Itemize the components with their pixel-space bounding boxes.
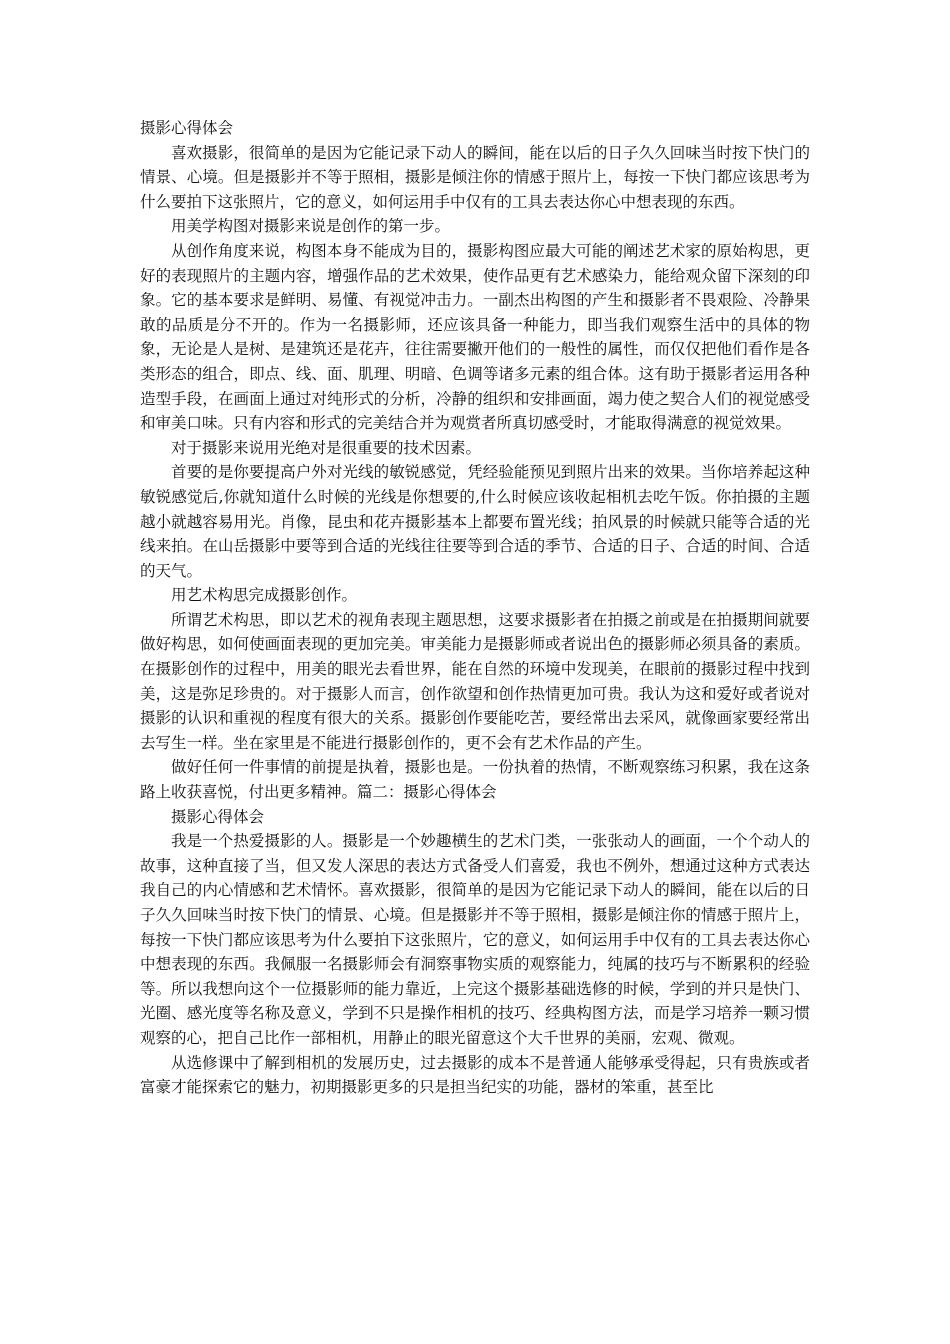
paragraph-camera-history: 从选修课中了解到相机的发展历史，过去摄影的成本不是普通人能够承受得起，只有贵族或者富豪才能探索它的魅力，初期摄影更多的只是担当纪实的功能，器材的笨重，甚至比 bbox=[140, 1053, 810, 1097]
paragraph-section-two-intro: 我是一个热爱摄影的人。摄影是一个妙趣横生的艺术门类，一张张动人的画面，一个个动人的故事，这种直接了当，但又发人深思的表达方式备受人们喜爱，我也不例外，想通过这种方式表达我自己的内心情感和艺术情怀。喜欢摄影，很简单的是因为它能记录下动人的瞬间，能在以后的日子久久回味当时按下快门的情景、心境。但是摄影并不等于照相，摄影是倾注你的情感于照片上，每按一下快门都应该思考为什么要拍下这张照片，它的意义，如何运用手中仅有的工具去表达你心中想表现的东西。我佩服一名摄影师会有洞察事物实质的观察能力，纯属的技巧与不断累积的经验等。所以我想向这个一位摄影师的能力靠近，上完这个摄影基础选修的时候，学到的并只是快门、光圈、感光度等名称及意义，学到不只是操作相机的技巧、经典构图方法，而是学习培养一颗习惯观察的心，把自己比作一部相机，用静止的眼光留意这个大千世界的美丽，宏观、微观。 bbox=[140, 832, 810, 1047]
document-title: 摄影心得体会 bbox=[140, 119, 234, 137]
paragraph-section-two-title: 摄影心得体会 bbox=[171, 807, 265, 826]
paragraph-lighting: 首要的是你要提高户外对光线的敏锐感觉，凭经验能预见到照片出来的效果。当你培养起这种敏锐感觉后,你就知道什么时候的光线是你想要的,什么时候应该收起相机去吃午饭。你拍摄的主题越小就越容易用光。肖像，昆虫和花卉摄影基本上都要布置光线；拍风景的时候就只能等合适的光线来拍。在山岳摄影中要等到合适的光线往往要等到合适的季节、合适的日子、合适的时间、合适的天气。 bbox=[140, 463, 810, 580]
document-page bbox=[140, 116, 810, 1100]
paragraph-persistence: 做好任何一件事情的前提是执着，摄影也是。一份执着的热情，不断观察练习积累，我在这条路上收获喜悦，付出更多精神。篇二：摄影心得体会 bbox=[140, 758, 810, 802]
paragraph-intro: 喜欢摄影，很简单的是因为它能记录下动人的瞬间，能在以后的日子久久回味当时按下快门的情景、心境。但是摄影并不等于照相，摄影是倾注你的情感于照片上，每按一下快门都应该思考为什么要拍下这张照片，它的意义，如何运用手中仅有的工具去表达你心中想表现的东西。 bbox=[140, 143, 810, 211]
paragraph-conception-heading: 用艺术构思完成摄影创作。 bbox=[171, 586, 358, 605]
paragraph-composition-heading: 用美学构图对摄影来说是创作的第一步。 bbox=[171, 217, 451, 236]
paragraph-composition: 从创作角度来说，构图本身不能成为目的，摄影构图应最大可能的阐述艺术家的原始构思，更好的表现照片的主题内容，增强作品的艺术效果，使作品更有艺术感染力，能给观众留下深刻的印象。它的基本要求是鲜明、易懂、有视觉冲击力。一副杰出构图的产生和摄影者不畏艰险、冷静果敢的品质是分不开的。作为一名摄影师，还应该具备一种能力，即当我们观察生活中的具体的物象，无论是人是树、是建筑还是花卉，往往需要撇开他们的一般性的属性，而仅仅把他们看作是各类形态的组合，即点、线、面、肌理、明暗、色调等诸多元素的组合体。这有助于摄影者运用各种造型手段，在画面上通过对纯形式的分析，冷静的组织和安排画面，竭力使之契合人们的视觉感受和审美口味。只有内容和形式的完美结合并为观赏者所真切感受时，才能取得满意的视觉效果。 bbox=[140, 241, 810, 433]
paragraph-conception: 所谓艺术构思，即以艺术的视角表现主题思想，这要求摄影者在拍摄之前或是在拍摄期间就要做好构思，如何使画面表现的更加完美。审美能力是摄影师或者说出色的摄影师必须具备的素质。在摄影创作的过程中，用美的眼光去看世界，能在自然的环境中发现美，在眼前的摄影过程中找到美，这是弥足珍贵的。对于摄影人而言，创作欲望和创作热情更加可贵。我认为这和爱好或者说对摄影的认识和重视的程度有很大的关系。摄影创作要能吃苦，要经常出去采风，就像画家要经常出去写生一样。坐在家里是不能进行摄影创作的，更不会有艺术作品的产生。 bbox=[140, 610, 810, 752]
paragraph-lighting-heading: 对于摄影来说用光绝对是很重要的技术因素。 bbox=[171, 438, 482, 457]
